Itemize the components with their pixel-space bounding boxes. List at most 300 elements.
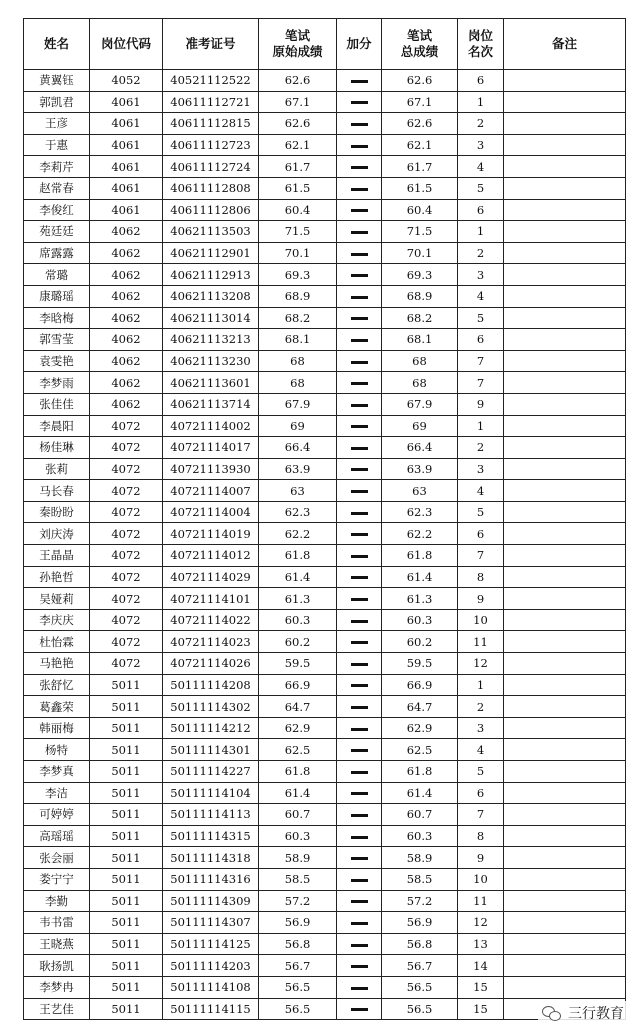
cell-raw-score: 63.9 <box>259 458 337 480</box>
cell-raw-score: 61.8 <box>259 545 337 567</box>
cell-bonus <box>337 717 382 739</box>
dash-mark <box>351 274 368 277</box>
table-row <box>24 329 626 351</box>
cell-bonus <box>337 415 382 437</box>
dash-mark <box>351 80 368 83</box>
cell-name: 韦书雷 <box>24 912 90 934</box>
header-total-score: 笔试 总成绩 <box>382 19 458 70</box>
cell-name: 吴娅莉 <box>24 588 90 610</box>
cell-raw-score: 66.9 <box>259 674 337 696</box>
cell-bonus <box>337 523 382 545</box>
cell-name: 杜怡霖 <box>24 631 90 653</box>
cell-raw-score: 56.5 <box>259 976 337 998</box>
cell-exam-no: 40621113208 <box>163 285 259 307</box>
dash-mark <box>351 209 368 212</box>
cell-name: 马艳艳 <box>24 653 90 675</box>
cell-remarks <box>504 631 626 653</box>
cell-total-score: 62.2 <box>382 523 458 545</box>
cell-position-code: 4062 <box>90 393 163 415</box>
cell-remarks <box>504 782 626 804</box>
cell-rank: 8 <box>458 825 504 847</box>
cell-position-code: 4052 <box>90 70 163 92</box>
cell-total-score: 68.1 <box>382 329 458 351</box>
dash-mark <box>351 836 368 839</box>
cell-rank: 6 <box>458 199 504 221</box>
watermark-text: 三行教育 <box>568 1006 624 1022</box>
cell-position-code: 4062 <box>90 264 163 286</box>
cell-name: 袁雯艳 <box>24 350 90 372</box>
cell-exam-no: 50111114316 <box>163 868 259 890</box>
cell-total-score: 58.5 <box>382 868 458 890</box>
wechat-icon <box>542 1005 562 1021</box>
cell-exam-no: 40721114026 <box>163 653 259 675</box>
cell-position-code: 5011 <box>90 847 163 869</box>
dash-mark <box>351 425 368 428</box>
cell-remarks <box>504 717 626 739</box>
cell-bonus <box>337 653 382 675</box>
cell-rank: 15 <box>458 998 504 1020</box>
cell-position-code: 4072 <box>90 501 163 523</box>
cell-remarks <box>504 653 626 675</box>
cell-remarks <box>504 393 626 415</box>
cell-name: 李庆庆 <box>24 609 90 631</box>
cell-position-code: 4062 <box>90 221 163 243</box>
cell-bonus <box>337 307 382 329</box>
cell-exam-no: 50111114307 <box>163 912 259 934</box>
table-row <box>24 976 626 998</box>
cell-exam-no: 50111114115 <box>163 998 259 1020</box>
cell-total-score: 60.4 <box>382 199 458 221</box>
table-row <box>24 372 626 394</box>
cell-remarks <box>504 264 626 286</box>
cell-exam-no: 40621112901 <box>163 242 259 264</box>
dash-mark <box>351 361 368 364</box>
cell-name: 李俊红 <box>24 199 90 221</box>
cell-total-score: 56.9 <box>382 912 458 934</box>
cell-remarks <box>504 868 626 890</box>
cell-raw-score: 58.5 <box>259 868 337 890</box>
cell-bonus <box>337 393 382 415</box>
cell-position-code: 4061 <box>90 113 163 135</box>
cell-name: 李勤 <box>24 890 90 912</box>
cell-position-code: 4061 <box>90 91 163 113</box>
dash-mark <box>351 706 368 709</box>
table-row <box>24 998 626 1020</box>
cell-bonus <box>337 631 382 653</box>
cell-remarks <box>504 761 626 783</box>
cell-total-score: 67.9 <box>382 393 458 415</box>
header-name: 姓名 <box>24 19 90 70</box>
cell-raw-score: 61.8 <box>259 761 337 783</box>
cell-position-code: 5011 <box>90 739 163 761</box>
cell-position-code: 5011 <box>90 696 163 718</box>
cell-raw-score: 61.7 <box>259 156 337 178</box>
cell-name: 马长春 <box>24 480 90 502</box>
cell-raw-score: 60.3 <box>259 825 337 847</box>
cell-position-code: 4062 <box>90 307 163 329</box>
cell-exam-no: 40721114017 <box>163 437 259 459</box>
cell-exam-no: 40721114019 <box>163 523 259 545</box>
cell-raw-score: 71.5 <box>259 221 337 243</box>
cell-raw-score: 68.2 <box>259 307 337 329</box>
cell-bonus <box>337 933 382 955</box>
cell-rank: 5 <box>458 307 504 329</box>
table-row <box>24 653 626 675</box>
cell-remarks <box>504 976 626 998</box>
dash-mark <box>351 512 368 515</box>
cell-position-code: 5011 <box>90 998 163 1020</box>
cell-total-score: 69.3 <box>382 264 458 286</box>
cell-raw-score: 62.3 <box>259 501 337 523</box>
cell-remarks <box>504 458 626 480</box>
cell-exam-no: 40611112724 <box>163 156 259 178</box>
cell-rank: 2 <box>458 242 504 264</box>
table-row <box>24 631 626 653</box>
cell-bonus <box>337 912 382 934</box>
cell-total-score: 63.9 <box>382 458 458 480</box>
cell-position-code: 4062 <box>90 372 163 394</box>
cell-total-score: 61.7 <box>382 156 458 178</box>
header-rank: 岗位 名次 <box>458 19 504 70</box>
cell-bonus <box>337 285 382 307</box>
cell-position-code: 5011 <box>90 912 163 934</box>
cell-rank: 10 <box>458 609 504 631</box>
cell-name: 张舒忆 <box>24 674 90 696</box>
table-row <box>24 285 626 307</box>
cell-bonus <box>337 847 382 869</box>
cell-position-code: 5011 <box>90 868 163 890</box>
dash-mark <box>351 965 368 968</box>
cell-total-score: 61.5 <box>382 177 458 199</box>
cell-bonus <box>337 804 382 826</box>
dash-mark <box>351 555 368 558</box>
dash-mark <box>351 123 368 126</box>
cell-remarks <box>504 113 626 135</box>
cell-exam-no: 50111114318 <box>163 847 259 869</box>
table-row <box>24 501 626 523</box>
cell-rank: 14 <box>458 955 504 977</box>
cell-total-score: 62.5 <box>382 739 458 761</box>
cell-remarks <box>504 545 626 567</box>
cell-rank: 3 <box>458 134 504 156</box>
cell-exam-no: 40721114029 <box>163 566 259 588</box>
cell-raw-score: 68 <box>259 350 337 372</box>
cell-name: 郭雪莹 <box>24 329 90 351</box>
table-row <box>24 545 626 567</box>
cell-total-score: 60.3 <box>382 609 458 631</box>
cell-remarks <box>504 825 626 847</box>
dash-mark <box>351 317 368 320</box>
cell-bonus <box>337 91 382 113</box>
cell-raw-score: 62.9 <box>259 717 337 739</box>
cell-name: 康璐瑶 <box>24 285 90 307</box>
cell-position-code: 4072 <box>90 415 163 437</box>
dash-mark <box>351 576 368 579</box>
cell-raw-score: 67.1 <box>259 91 337 113</box>
cell-name: 李梦冉 <box>24 976 90 998</box>
cell-raw-score: 62.2 <box>259 523 337 545</box>
cell-name: 高瑶瑶 <box>24 825 90 847</box>
cell-total-score: 70.1 <box>382 242 458 264</box>
table-row <box>24 868 626 890</box>
cell-total-score: 60.2 <box>382 631 458 653</box>
cell-bonus <box>337 437 382 459</box>
dash-mark <box>351 749 368 752</box>
cell-exam-no: 40621113230 <box>163 350 259 372</box>
cell-raw-score: 56.7 <box>259 955 337 977</box>
cell-rank: 7 <box>458 350 504 372</box>
dash-mark <box>351 296 368 299</box>
cell-bonus <box>337 70 382 92</box>
table-row <box>24 933 626 955</box>
watermark <box>538 1001 628 1025</box>
table-row <box>24 113 626 135</box>
cell-bonus <box>337 955 382 977</box>
cell-rank: 1 <box>458 221 504 243</box>
cell-name: 于惠 <box>24 134 90 156</box>
header-exam-no: 准考证号 <box>163 19 259 70</box>
cell-raw-score: 69 <box>259 415 337 437</box>
cell-name: 黄翼钰 <box>24 70 90 92</box>
cell-total-score: 56.7 <box>382 955 458 977</box>
table-row <box>24 350 626 372</box>
cell-exam-no: 50111114301 <box>163 739 259 761</box>
cell-rank: 4 <box>458 156 504 178</box>
cell-bonus <box>337 976 382 998</box>
table-row <box>24 825 626 847</box>
cell-total-score: 58.9 <box>382 847 458 869</box>
cell-bonus <box>337 739 382 761</box>
cell-exam-no: 50111114227 <box>163 761 259 783</box>
cell-total-score: 61.4 <box>382 782 458 804</box>
header-row <box>24 19 626 70</box>
cell-rank: 4 <box>458 480 504 502</box>
cell-exam-no: 40611112815 <box>163 113 259 135</box>
cell-bonus <box>337 501 382 523</box>
cell-raw-score: 68 <box>259 372 337 394</box>
cell-bonus <box>337 566 382 588</box>
cell-total-score: 68 <box>382 350 458 372</box>
cell-total-score: 60.3 <box>382 825 458 847</box>
cell-bonus <box>337 177 382 199</box>
cell-total-score: 68.2 <box>382 307 458 329</box>
cell-position-code: 5011 <box>90 782 163 804</box>
cell-remarks <box>504 329 626 351</box>
cell-remarks <box>504 588 626 610</box>
cell-position-code: 5011 <box>90 976 163 998</box>
cell-bonus <box>337 998 382 1020</box>
cell-exam-no: 50111114108 <box>163 976 259 998</box>
cell-remarks <box>504 933 626 955</box>
dash-mark <box>351 533 368 536</box>
cell-name: 常璐 <box>24 264 90 286</box>
cell-total-score: 64.7 <box>382 696 458 718</box>
cell-bonus <box>337 868 382 890</box>
table-row <box>24 674 626 696</box>
cell-bonus <box>337 588 382 610</box>
cell-bonus <box>337 480 382 502</box>
cell-total-score: 69 <box>382 415 458 437</box>
cell-exam-no: 40621113601 <box>163 372 259 394</box>
cell-bonus <box>337 350 382 372</box>
cell-rank: 4 <box>458 739 504 761</box>
cell-remarks <box>504 955 626 977</box>
cell-position-code: 5011 <box>90 804 163 826</box>
cell-name: 张佳佳 <box>24 393 90 415</box>
cell-total-score: 62.3 <box>382 501 458 523</box>
cell-remarks <box>504 804 626 826</box>
cell-raw-score: 59.5 <box>259 653 337 675</box>
table-row <box>24 199 626 221</box>
cell-raw-score: 67.9 <box>259 393 337 415</box>
cell-name: 李莉芹 <box>24 156 90 178</box>
header-position-code: 岗位代码 <box>90 19 163 70</box>
cell-raw-score: 66.4 <box>259 437 337 459</box>
cell-raw-score: 68.9 <box>259 285 337 307</box>
cell-exam-no: 40621112913 <box>163 264 259 286</box>
dash-mark <box>351 857 368 860</box>
cell-bonus <box>337 609 382 631</box>
cell-bonus <box>337 156 382 178</box>
header-raw-score: 笔试 原始成绩 <box>259 19 337 70</box>
cell-exam-no: 50111114104 <box>163 782 259 804</box>
cell-exam-no: 40721114007 <box>163 480 259 502</box>
cell-exam-no: 40611112806 <box>163 199 259 221</box>
cell-exam-no: 40621113503 <box>163 221 259 243</box>
cell-rank: 6 <box>458 329 504 351</box>
cell-exam-no: 40721114023 <box>163 631 259 653</box>
cell-bonus <box>337 761 382 783</box>
cell-total-score: 63 <box>382 480 458 502</box>
dash-mark <box>351 598 368 601</box>
cell-raw-score: 61.3 <box>259 588 337 610</box>
cell-rank: 9 <box>458 588 504 610</box>
cell-bonus <box>337 674 382 696</box>
cell-position-code: 4072 <box>90 588 163 610</box>
cell-position-code: 5011 <box>90 890 163 912</box>
cell-exam-no: 40621113014 <box>163 307 259 329</box>
cell-raw-score: 56.9 <box>259 912 337 934</box>
cell-total-score: 68.9 <box>382 285 458 307</box>
table-row <box>24 566 626 588</box>
cell-bonus <box>337 372 382 394</box>
cell-name: 李梦真 <box>24 761 90 783</box>
dash-mark <box>351 879 368 882</box>
cell-remarks <box>504 415 626 437</box>
cell-bonus <box>337 329 382 351</box>
cell-raw-score: 68.1 <box>259 329 337 351</box>
cell-name: 郭凯君 <box>24 91 90 113</box>
cell-exam-no: 40611112721 <box>163 91 259 113</box>
table-row <box>24 523 626 545</box>
cell-exam-no: 40721114002 <box>163 415 259 437</box>
dash-mark <box>351 339 368 342</box>
table-row <box>24 134 626 156</box>
cell-raw-score: 60.7 <box>259 804 337 826</box>
cell-exam-no: 50111114212 <box>163 717 259 739</box>
cell-raw-score: 60.2 <box>259 631 337 653</box>
cell-position-code: 5011 <box>90 825 163 847</box>
cell-raw-score: 61.5 <box>259 177 337 199</box>
dash-mark <box>351 404 368 407</box>
cell-name: 刘庆涛 <box>24 523 90 545</box>
cell-name: 李梦雨 <box>24 372 90 394</box>
cell-raw-score: 62.6 <box>259 113 337 135</box>
table-row <box>24 307 626 329</box>
cell-exam-no: 40721114004 <box>163 501 259 523</box>
cell-raw-score: 70.1 <box>259 242 337 264</box>
dash-mark <box>351 1008 368 1011</box>
cell-bonus <box>337 199 382 221</box>
cell-raw-score: 62.6 <box>259 70 337 92</box>
cell-position-code: 4072 <box>90 458 163 480</box>
cell-exam-no: 40721114012 <box>163 545 259 567</box>
cell-rank: 7 <box>458 804 504 826</box>
cell-remarks <box>504 696 626 718</box>
cell-remarks <box>504 221 626 243</box>
cell-exam-no: 50111114113 <box>163 804 259 826</box>
cell-rank: 3 <box>458 458 504 480</box>
cell-total-score: 61.4 <box>382 566 458 588</box>
table-row <box>24 761 626 783</box>
cell-remarks <box>504 609 626 631</box>
header-remarks: 备注 <box>504 19 626 70</box>
dash-mark <box>351 922 368 925</box>
dash-mark <box>351 101 368 104</box>
cell-position-code: 4072 <box>90 566 163 588</box>
cell-total-score: 62.6 <box>382 70 458 92</box>
cell-remarks <box>504 372 626 394</box>
table-row <box>24 437 626 459</box>
cell-total-score: 57.2 <box>382 890 458 912</box>
cell-total-score: 62.9 <box>382 717 458 739</box>
cell-rank: 5 <box>458 501 504 523</box>
cell-total-score: 60.7 <box>382 804 458 826</box>
cell-exam-no: 40611112808 <box>163 177 259 199</box>
cell-name: 王晶晶 <box>24 545 90 567</box>
cell-exam-no: 40621113213 <box>163 329 259 351</box>
cell-rank: 15 <box>458 976 504 998</box>
cell-total-score: 61.8 <box>382 761 458 783</box>
cell-bonus <box>337 696 382 718</box>
cell-position-code: 5011 <box>90 955 163 977</box>
cell-rank: 5 <box>458 761 504 783</box>
cell-position-code: 4061 <box>90 134 163 156</box>
cell-rank: 9 <box>458 847 504 869</box>
cell-remarks <box>504 199 626 221</box>
cell-position-code: 4072 <box>90 480 163 502</box>
cell-total-score: 67.1 <box>382 91 458 113</box>
dash-mark <box>351 188 368 191</box>
cell-rank: 9 <box>458 393 504 415</box>
cell-total-score: 59.5 <box>382 653 458 675</box>
cell-remarks <box>504 242 626 264</box>
cell-rank: 12 <box>458 653 504 675</box>
dash-mark <box>351 468 368 471</box>
cell-exam-no: 40721114022 <box>163 609 259 631</box>
table-row <box>24 696 626 718</box>
cell-position-code: 4062 <box>90 329 163 351</box>
cell-total-score: 56.8 <box>382 933 458 955</box>
cell-raw-score: 63 <box>259 480 337 502</box>
cell-position-code: 4072 <box>90 523 163 545</box>
cell-rank: 4 <box>458 285 504 307</box>
dash-mark <box>351 684 368 687</box>
dash-mark <box>351 166 368 169</box>
cell-position-code: 5011 <box>90 674 163 696</box>
cell-raw-score: 69.3 <box>259 264 337 286</box>
dash-mark <box>351 771 368 774</box>
